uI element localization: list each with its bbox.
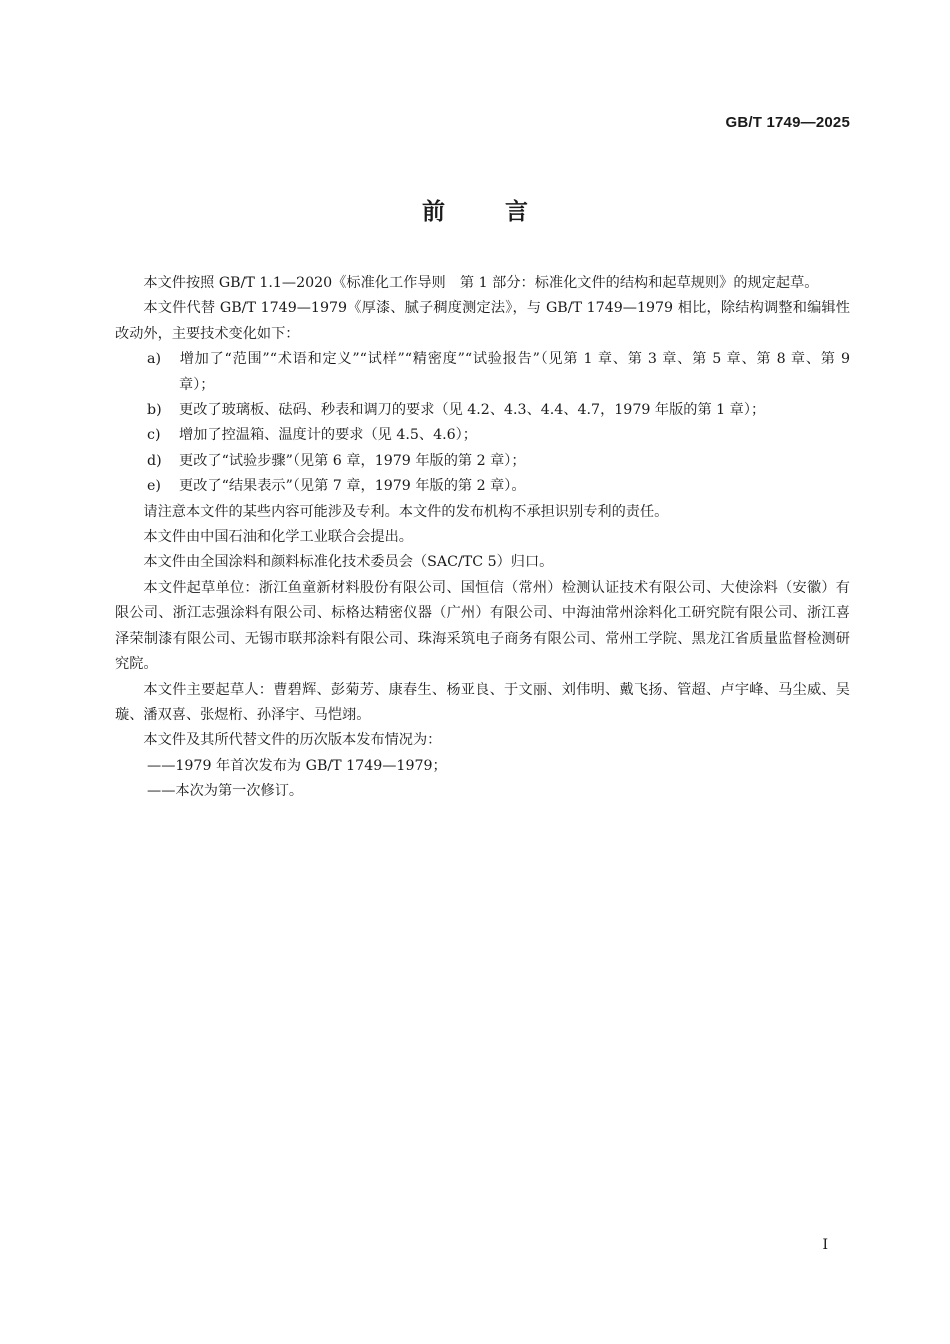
list-item-text: 增加了控温箱、温度计的要求（见 4.5、4.6）； [179, 427, 477, 444]
list-item-label: a) [147, 351, 161, 368]
history-item: ——本次为第一次修订。 [147, 783, 304, 800]
list-item-label: b) [147, 402, 162, 419]
paragraph-history-intro: 本文件及其所代替文件的历次版本发布情况为： [143, 732, 442, 749]
list-item-text: 更改了“结果表示”（见第 7 章，1979 年版的第 2 章）。 [179, 478, 526, 495]
list-item-text: 更改了玻璃板、砝码、秒表和调刀的要求（见 4.2、4.3、4.4、4.7，1979 年版的第 1 章）； [179, 402, 766, 419]
paragraph-proposer: 本文件由中国石油和化学工业联合会提出。 [143, 529, 413, 546]
paragraph-drafting-units: 本文件起草单位：浙江鱼童新材料股份有限公司、国恒信（常州）检测认证技术有限公司、大使涂料（安徽）有限公司、浙江志强涂料有限公司、标格达精密仪器（广州）有限公司、中海油常州涂料化工研究院有限公司、浙江喜泽荣制漆有限公司、无锡市联邦涂料有限公司、珠海采筑电子商务有限公司、常州工学院、黑龙江省质量监督检测研究院。 [115, 579, 850, 673]
page-number: I [822, 1237, 828, 1253]
list-item [115, 423, 850, 448]
list-item-label: d) [147, 452, 162, 469]
list-item-label: c) [147, 427, 161, 444]
history-list [115, 754, 850, 805]
page-title: 前言 [422, 199, 588, 225]
standard-number: GB/T 1749—2025 [725, 114, 850, 131]
paragraph-drafters: 本文件主要起草人：曹碧辉、彭菊芳、康春生、杨亚良、于文丽、刘伟明、戴飞扬、管超、卢宇峰、马尘威、吴璇、潘双喜、张煜桁、孙泽宇、马恺翊。 [115, 681, 850, 723]
list-item [115, 449, 850, 474]
paragraph-patent-notice: 请注意本文件的某些内容可能涉及专利。本文件的发布机构不承担识别专利的责任。 [143, 503, 669, 520]
history-item: ——1979 年首次发布为 GB/T 1749—1979； [147, 757, 447, 774]
list-item [115, 398, 850, 423]
paragraph-replacement: 本文件代替 GB/T 1749—1979《厚漆、腻子稠度测定法》，与 GB/T 1749—1979 相比，除结构调整和编辑性改动外，主要技术变化如下： [115, 300, 850, 342]
changes-list [115, 347, 850, 499]
list-item-text: 更改了“试验步骤”（见第 6 章，1979 年版的第 2 章）； [179, 452, 526, 469]
paragraph-drafting-rules: 本文件按照 GB/T 1.1—2020《标准化工作导则 第 1 部分：标准化文件的结构和起草规则》的规定起草。 [143, 275, 819, 291]
list-item-text: 增加了“范围”“术语和定义”“试样”“精密度”“试验报告”（见第 1 章、第 3 章、第 5 章、第 8 章、第 9 章）； [179, 351, 850, 393]
foreword-body [115, 271, 850, 805]
paragraph-committee: 本文件由全国涂料和颜料标准化技术委员会（SAC/TC 5）归口。 [143, 554, 554, 571]
list-item-label: e) [147, 478, 161, 495]
list-item [115, 347, 850, 398]
list-item [115, 474, 850, 499]
